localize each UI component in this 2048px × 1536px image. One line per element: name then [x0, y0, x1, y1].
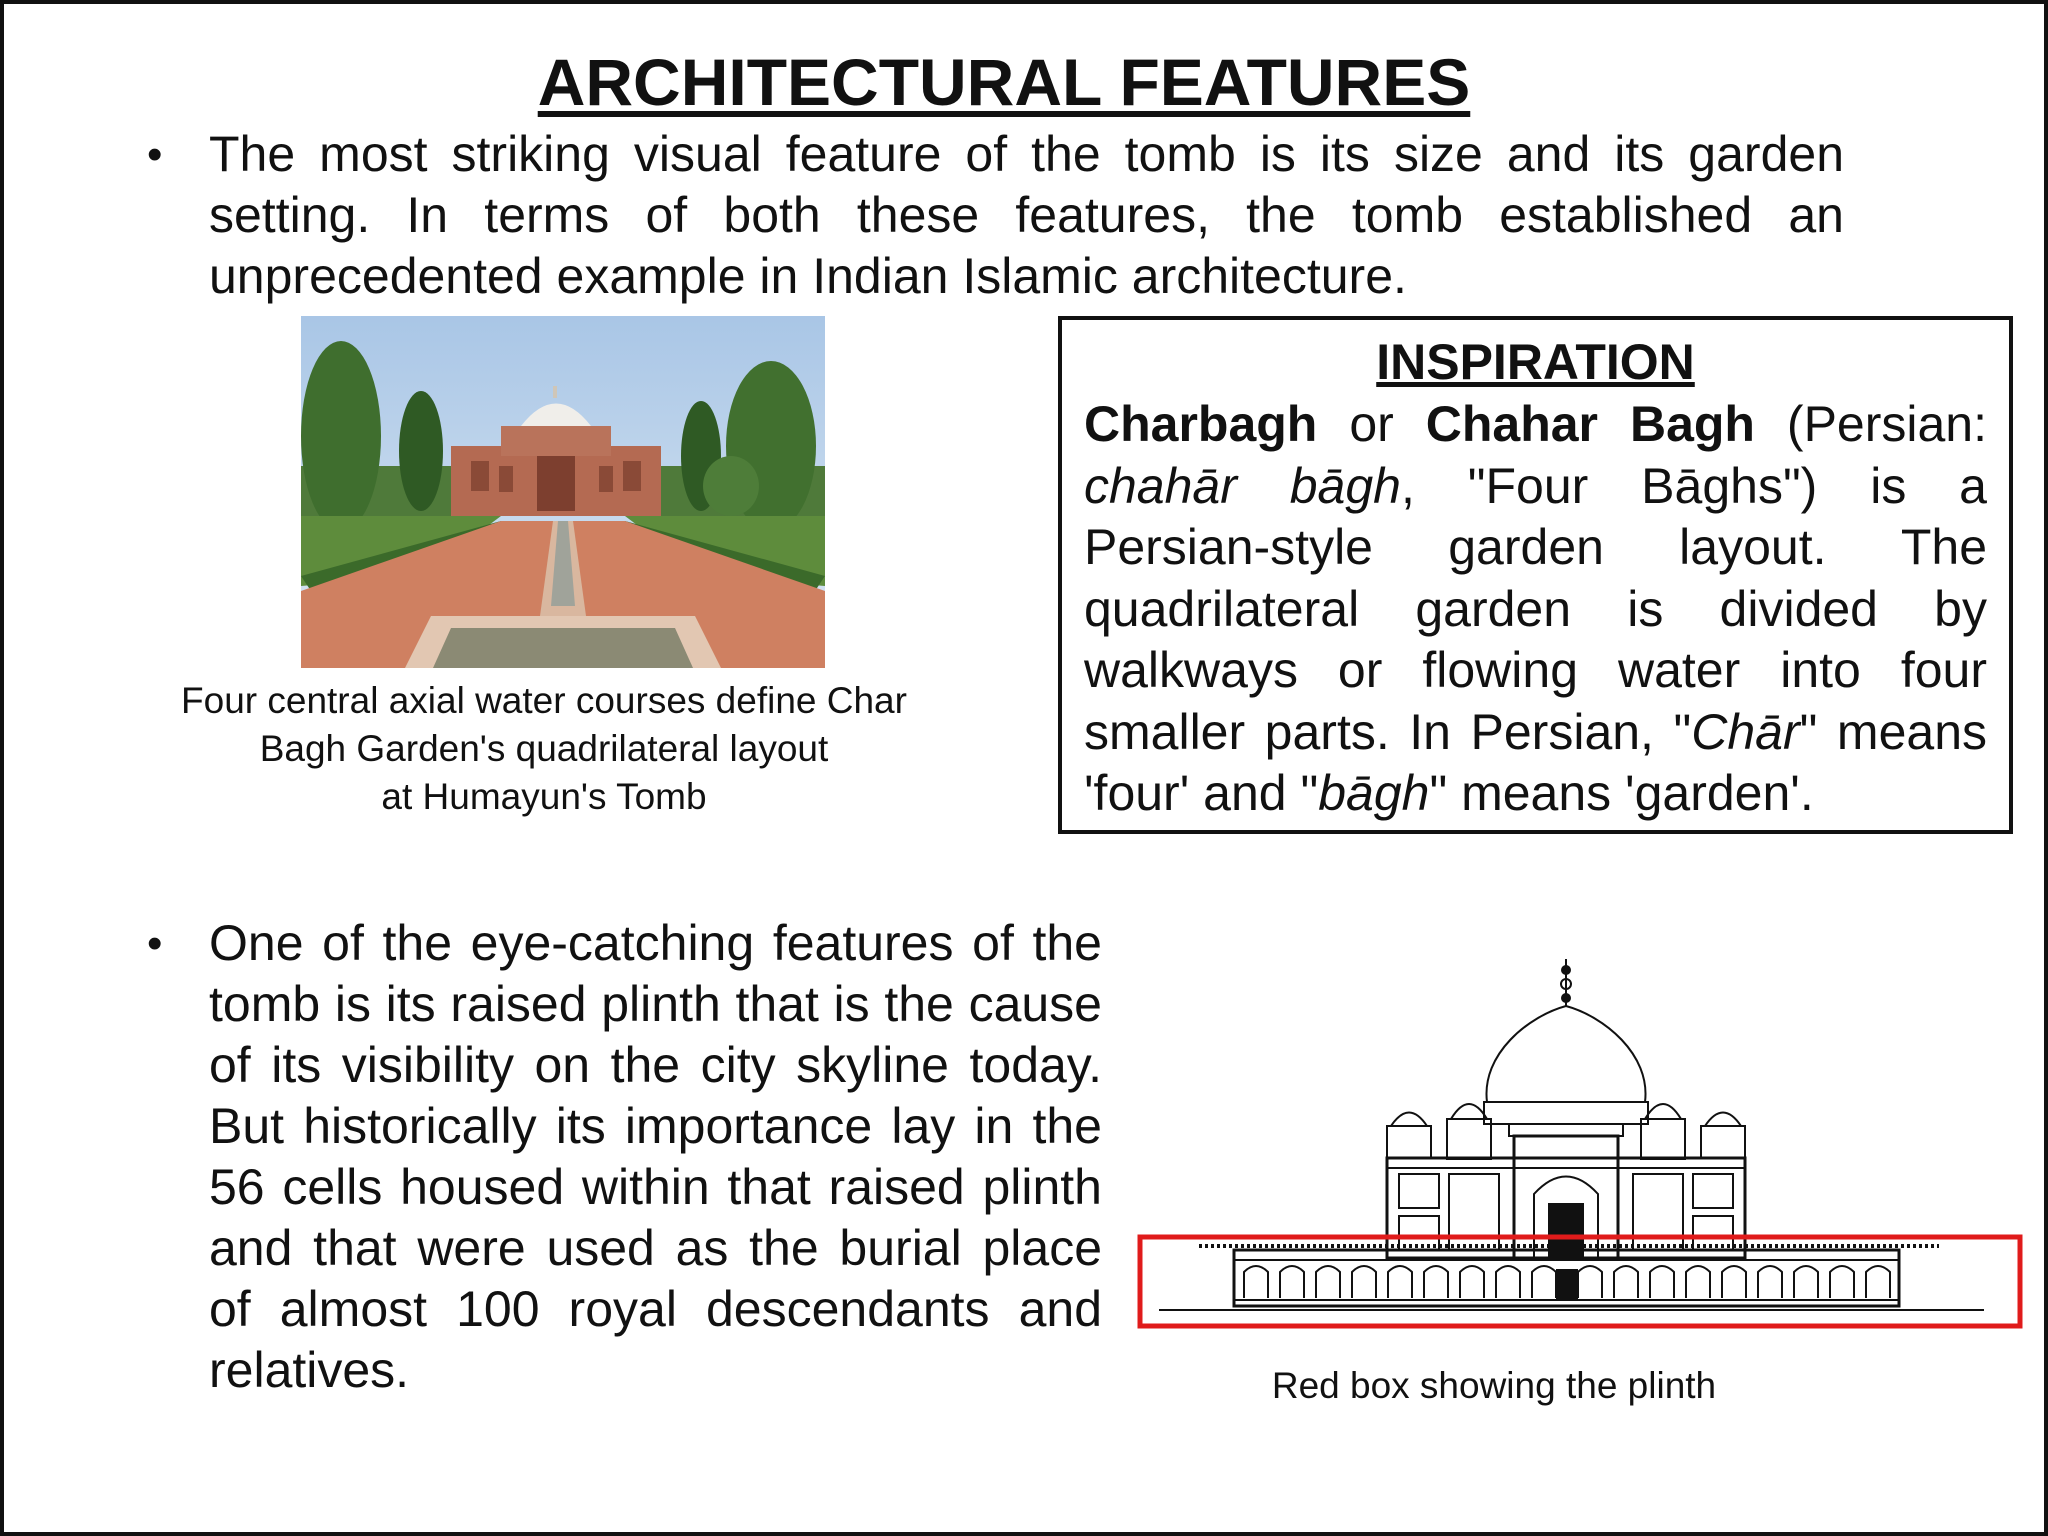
inspiration-box [1058, 316, 2013, 834]
caption-line: at Humayun's Tomb [381, 776, 707, 817]
bullet-raised-plinth [147, 913, 1102, 1401]
text-means-four: " means 'four' and " [1084, 703, 1987, 821]
inspiration-heading: INSPIRATION [1376, 334, 1695, 390]
bullet-dot: • [147, 130, 163, 179]
tomb-elevation-drawing [1129, 954, 2029, 1334]
bullet-text: The most striking visual feature of the tomb is its size and its garden setting. In terms of both these features, the tomb established an unprecedented example in Indian Islamic architecture. [209, 126, 1844, 304]
bullet-dot: • [147, 919, 163, 968]
persian-term: chahār bāgh [1084, 457, 1401, 514]
bullet-text: One of the eye-catching features of the tomb is its raised plinth that is the cause of its visibility on the city skyline today. But historically its importance lay in the 56 cells housed within that raised plinth and that were used as the burial place of almost 100 royal descendants and relatives. [209, 915, 1102, 1398]
text-means-garden: " means 'garden'. [1429, 765, 1814, 821]
inspiration-text [1084, 394, 1987, 825]
tomb-garden-photo-image [301, 316, 825, 668]
caption-line: Bagh Garden's quadrilateral layout [259, 728, 829, 769]
caption-line: Four central axial water courses define Char [181, 680, 907, 721]
tomb-garden-photo [301, 316, 825, 668]
text-or: or [1317, 396, 1426, 452]
word-bagh: bāgh [1318, 765, 1430, 821]
bullet-size-and-garden [147, 124, 1844, 307]
term-chahar-bagh: Chahar Bagh [1425, 396, 1755, 452]
word-char: Chār [1691, 703, 1800, 760]
text-persian-intro: (Persian: [1754, 396, 1987, 452]
slide-title: ARCHITECTURAL FEATURES [537, 45, 1471, 119]
tomb-elevation-svg [1129, 954, 2029, 1334]
text-translation: , "Four Bāghs") is a Persian-style garden layout. The quadrilateral garden is divided by walkways or flowing water into four smaller parts. In Persian, " [1084, 457, 1987, 760]
term-charbagh: Charbagh [1084, 396, 1318, 452]
garden-photo-caption [134, 677, 954, 821]
drawing-caption: Red box showing the plinth [1271, 1365, 1717, 1406]
